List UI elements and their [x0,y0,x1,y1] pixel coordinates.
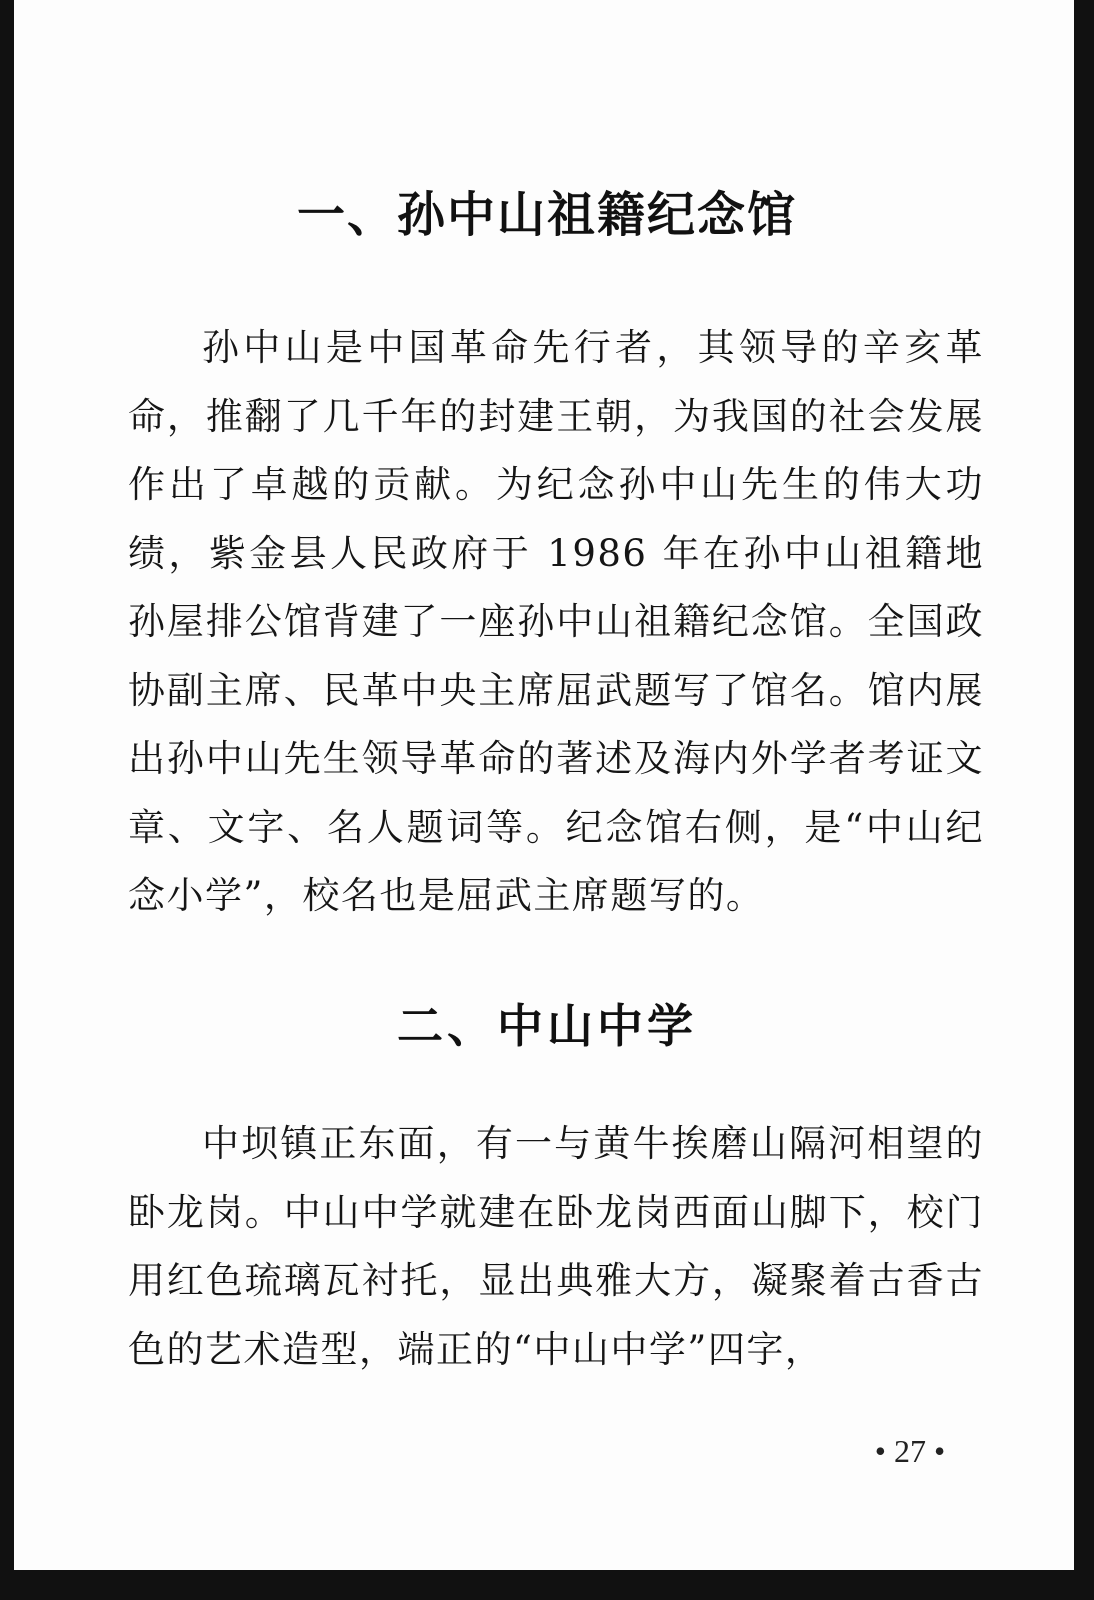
body-paragraph: 中坝镇正东面，有一与黄牛挨磨山隔河相望的卧龙岗。中山中学就建在卧龙岗西面山脚下，校门用红色琉璃瓦衬托，显出典雅大方，凝聚着古香古色的艺术造型，端正的“中山中学”四字， [128,1122,984,1371]
section-title: 一、孙中山祖籍纪念馆 [296,187,797,243]
scan-edge-bottom [0,1570,1094,1600]
section-title: 二、中山中学 [397,999,697,1053]
page-number: • 27 • [874,1433,946,1469]
body-paragraph: 孙中山是中国革命先行者，其领导的辛亥革命，推翻了几千年的封建王朝，为我国的社会发展作出了卓越的贡献。为纪念孙中山先生的伟大功绩，紫金县人民政府于 1986 年在孙中山祖籍地孙屋排公馆背建了一座孙中山祖籍纪念馆。全国政协副主席、民革中央主席屈武题写了馆名。馆内展出孙中山先生领导革命的著述及海内外学者考证文章、文字、名人题词等。纪念馆右侧，是“中山纪念小学”，校名也是屈武主席题写的。 [128,326,984,917]
